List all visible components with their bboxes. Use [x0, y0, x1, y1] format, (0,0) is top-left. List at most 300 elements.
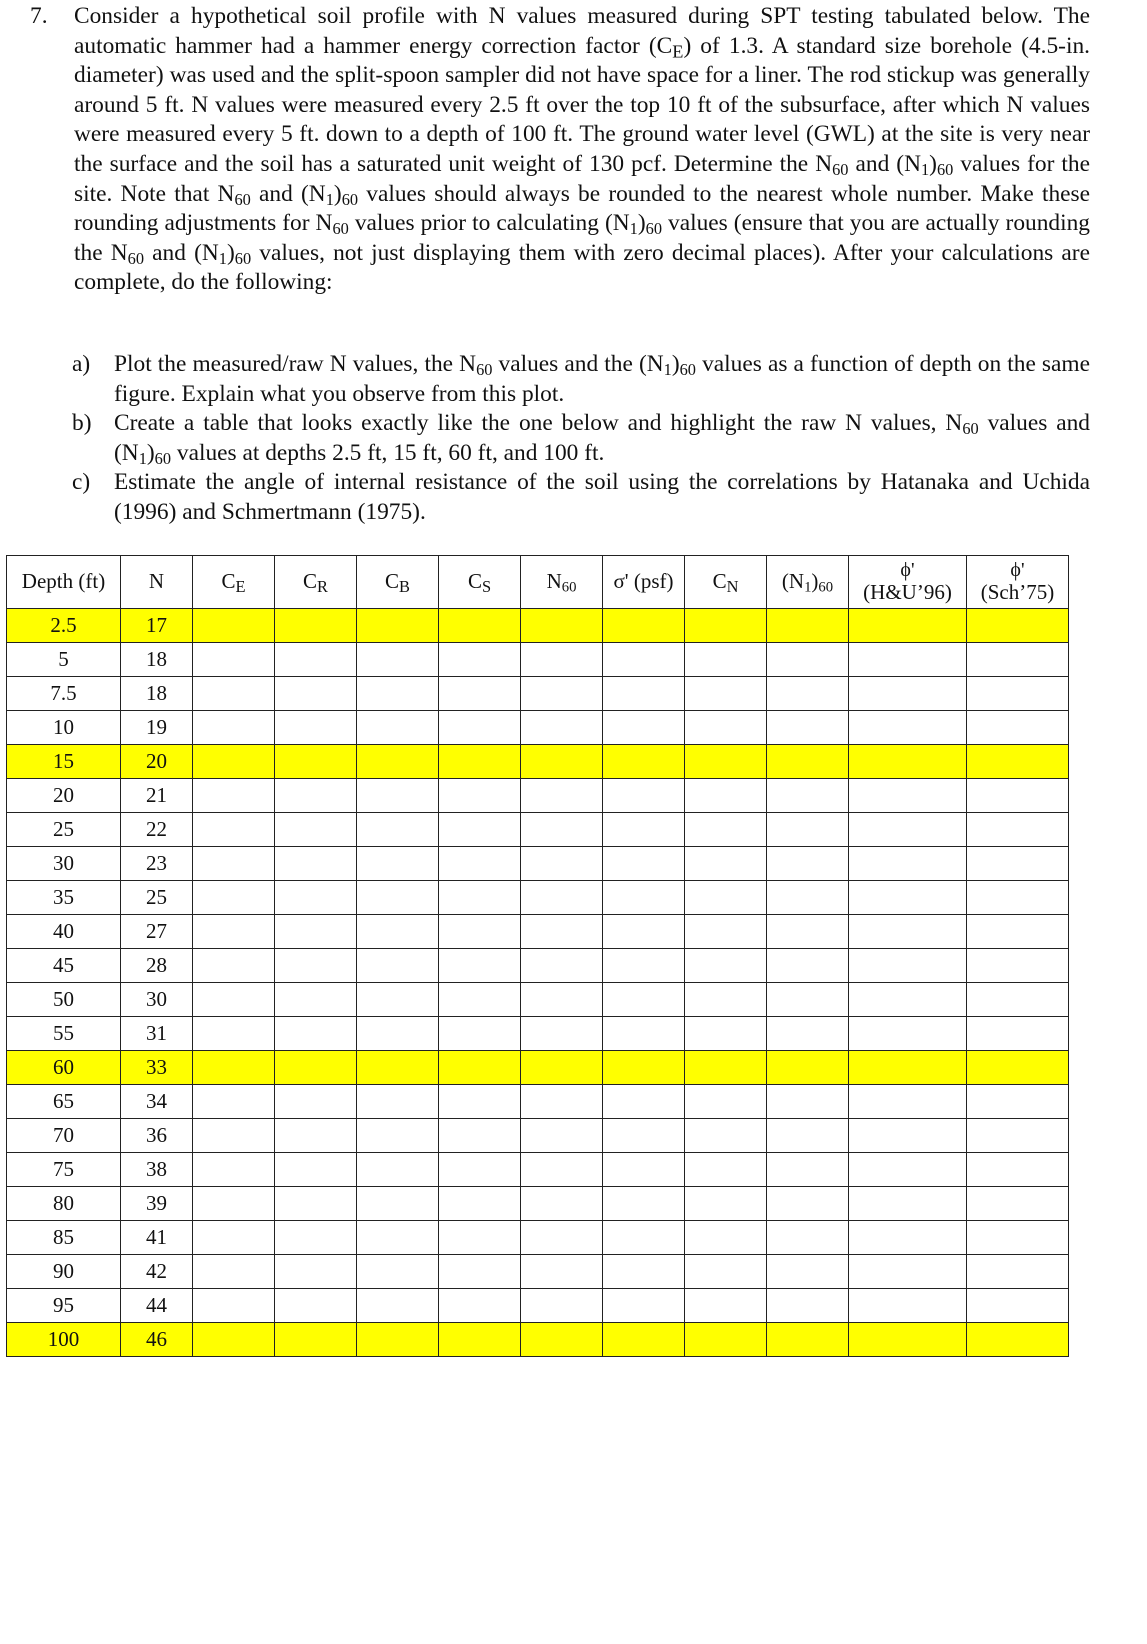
- part-a: [72, 350, 1090, 409]
- cell-empty: [275, 1221, 357, 1255]
- cell-empty: [685, 1153, 767, 1187]
- cell-empty: [767, 677, 849, 711]
- cell-n: 17: [121, 609, 193, 643]
- cell-n: 19: [121, 711, 193, 745]
- cell-empty: [849, 1289, 967, 1323]
- cell-n: 33: [121, 1051, 193, 1085]
- cell-empty: [521, 609, 603, 643]
- cell-empty: [767, 779, 849, 813]
- cell-empty: [767, 813, 849, 847]
- cell-empty: [357, 609, 439, 643]
- cell-empty: [275, 1153, 357, 1187]
- cell-empty: [439, 915, 521, 949]
- cell-empty: [193, 1017, 275, 1051]
- cell-empty: [767, 1221, 849, 1255]
- cell-empty: [521, 1085, 603, 1119]
- cell-empty: [967, 1221, 1069, 1255]
- cell-empty: [521, 847, 603, 881]
- cell-empty: [357, 983, 439, 1017]
- cell-empty: [603, 1221, 685, 1255]
- cell-empty: [193, 1221, 275, 1255]
- cell-n: 21: [121, 779, 193, 813]
- cell-n: 41: [121, 1221, 193, 1255]
- cell-empty: [439, 983, 521, 1017]
- cell-empty: [521, 1017, 603, 1051]
- table-row: [7, 1119, 1069, 1153]
- cell-empty: [967, 711, 1069, 745]
- cell-empty: [193, 1085, 275, 1119]
- cell-empty: [439, 1017, 521, 1051]
- cell-empty: [193, 779, 275, 813]
- cell-empty: [521, 1221, 603, 1255]
- cell-empty: [357, 1051, 439, 1085]
- part-b-label: b): [72, 410, 92, 437]
- cell-empty: [849, 609, 967, 643]
- table-body: [7, 609, 1069, 1357]
- cell-empty: [357, 1187, 439, 1221]
- cell-empty: [767, 745, 849, 779]
- cell-empty: [967, 983, 1069, 1017]
- cell-empty: [357, 1323, 439, 1357]
- cell-empty: [521, 711, 603, 745]
- cell-empty: [967, 1289, 1069, 1323]
- part-c: [72, 468, 1090, 527]
- cell-depth: 95: [7, 1289, 121, 1323]
- cell-empty: [685, 609, 767, 643]
- cell-depth: 20: [7, 779, 121, 813]
- cell-empty: [357, 813, 439, 847]
- cell-empty: [603, 1289, 685, 1323]
- header-n: N: [121, 556, 193, 609]
- cell-empty: [849, 643, 967, 677]
- cell-empty: [521, 1323, 603, 1357]
- cell-empty: [603, 813, 685, 847]
- cell-empty: [685, 1323, 767, 1357]
- cell-n: 27: [121, 915, 193, 949]
- cell-empty: [521, 745, 603, 779]
- cell-empty: [967, 1017, 1069, 1051]
- cell-empty: [193, 813, 275, 847]
- header-n160: $(N_1)_{60}$: [767, 556, 849, 609]
- cell-empty: [275, 881, 357, 915]
- header-depth: Depth (ft): [7, 556, 121, 609]
- cell-empty: [685, 779, 767, 813]
- cell-empty: [439, 1187, 521, 1221]
- cell-depth: 100: [7, 1323, 121, 1357]
- cell-empty: [439, 949, 521, 983]
- table-row: [7, 779, 1069, 813]
- cell-empty: [357, 1289, 439, 1323]
- cell-empty: [849, 1255, 967, 1289]
- cell-empty: [849, 1085, 967, 1119]
- table-row: [7, 745, 1069, 779]
- cell-empty: [357, 881, 439, 915]
- cell-empty: [193, 881, 275, 915]
- cell-empty: [439, 881, 521, 915]
- cell-empty: [439, 813, 521, 847]
- table-row: [7, 847, 1069, 881]
- cell-empty: [521, 881, 603, 915]
- cell-empty: [767, 915, 849, 949]
- cell-n: 23: [121, 847, 193, 881]
- cell-empty: [357, 745, 439, 779]
- cell-empty: [193, 983, 275, 1017]
- cell-empty: [439, 1119, 521, 1153]
- table-row: [7, 1323, 1069, 1357]
- cell-empty: [603, 1119, 685, 1153]
- cell-empty: [603, 915, 685, 949]
- header-sigma: σ' (psf): [603, 556, 685, 609]
- cell-empty: [521, 915, 603, 949]
- part-a-label: a): [72, 351, 91, 377]
- cell-empty: [439, 1153, 521, 1187]
- cell-empty: [521, 1051, 603, 1085]
- cell-empty: [193, 1153, 275, 1187]
- cell-n: 28: [121, 949, 193, 983]
- cell-empty: [193, 847, 275, 881]
- cell-empty: [767, 1119, 849, 1153]
- cell-n: 22: [121, 813, 193, 847]
- cell-empty: [521, 1153, 603, 1187]
- table-row: [7, 949, 1069, 983]
- cell-empty: [967, 813, 1069, 847]
- cell-empty: [193, 1323, 275, 1357]
- cell-empty: [193, 677, 275, 711]
- cell-empty: [275, 949, 357, 983]
- cell-empty: [685, 949, 767, 983]
- cell-n: 36: [121, 1119, 193, 1153]
- cell-empty: [967, 1051, 1069, 1085]
- cell-empty: [967, 1119, 1069, 1153]
- table-row: [7, 1255, 1069, 1289]
- cell-empty: [767, 1255, 849, 1289]
- cell-empty: [521, 779, 603, 813]
- phi-symbol-hu: ϕ': [900, 559, 915, 582]
- cell-n: 44: [121, 1289, 193, 1323]
- table-row: [7, 609, 1069, 643]
- cell-empty: [603, 1323, 685, 1357]
- cell-empty: [967, 915, 1069, 949]
- cell-empty: [275, 745, 357, 779]
- cell-empty: [193, 1187, 275, 1221]
- header-n60: $N_{60}$: [521, 556, 603, 609]
- cell-empty: [767, 1085, 849, 1119]
- table-row: [7, 1289, 1069, 1323]
- cell-empty: [967, 779, 1069, 813]
- cell-empty: [967, 1085, 1069, 1119]
- cell-n: 46: [121, 1323, 193, 1357]
- cell-empty: [521, 1289, 603, 1323]
- cell-empty: [767, 643, 849, 677]
- cell-empty: [357, 1017, 439, 1051]
- cell-empty: [193, 745, 275, 779]
- cell-empty: [603, 745, 685, 779]
- table-row: [7, 1085, 1069, 1119]
- table-row: [7, 643, 1069, 677]
- cell-empty: [767, 847, 849, 881]
- cell-empty: [967, 881, 1069, 915]
- cell-empty: [849, 779, 967, 813]
- cell-n: 25: [121, 881, 193, 915]
- cell-empty: [849, 949, 967, 983]
- cell-empty: [967, 677, 1069, 711]
- cell-empty: [439, 1323, 521, 1357]
- cell-empty: [439, 1221, 521, 1255]
- cell-empty: [767, 1017, 849, 1051]
- cell-empty: [685, 1085, 767, 1119]
- cell-empty: [767, 949, 849, 983]
- cell-depth: 10: [7, 711, 121, 745]
- cell-empty: [603, 1187, 685, 1221]
- cell-depth: 50: [7, 983, 121, 1017]
- cell-empty: [439, 677, 521, 711]
- cell-empty: [849, 1187, 967, 1221]
- cell-depth: 60: [7, 1051, 121, 1085]
- problem-text: Consider a hypothetical soil profile with N values measured during SPT testing tabulated below. The automatic hammer had a hammer energy correction factor $(C_E)$ of 1.3. A standard size borehole (4.5-in. diameter) was used and the split-spoon sampler did not have space for a liner. The rod stickup was generally around 5 ft. N values were measured every 2.5 ft over the top 10 ft of the subsurface, after which N values were measured every 5 ft. down to a depth of 100 ft. The ground water level (GWL) at the site is very near the surface and the soil has a saturated unit weight of 130 pcf. Determine the $N_{60}$ and $(N_1)_{60}$ values for the site. Note that $N_{60}$ and $(N_1)_{60}$ values should always be rounded to the nearest whole number. Make these rounding adjustments for $N_{60}$ values prior to calculating $(N_1)_{60}$ values (ensure that you are actually rounding the $N_{60}$ and $(N_1)_{60}$ values, not just displaying them with zero decimal places). After your calculations are complete, do the following:: [74, 3, 1091, 296]
- cell-empty: [967, 1153, 1069, 1187]
- cell-empty: [275, 779, 357, 813]
- cell-empty: [767, 881, 849, 915]
- table-row: [7, 915, 1069, 949]
- cell-depth: 80: [7, 1187, 121, 1221]
- cell-empty: [603, 1153, 685, 1187]
- cell-empty: [685, 1255, 767, 1289]
- cell-empty: [603, 1051, 685, 1085]
- cell-empty: [275, 915, 357, 949]
- cell-empty: [967, 949, 1069, 983]
- cell-empty: [685, 677, 767, 711]
- cell-empty: [849, 711, 967, 745]
- problem-statement: [30, 2, 1090, 298]
- cell-empty: [603, 1017, 685, 1051]
- cell-empty: [439, 847, 521, 881]
- cell-empty: [603, 1255, 685, 1289]
- cell-depth: 7.5: [7, 677, 121, 711]
- cell-empty: [685, 711, 767, 745]
- cell-empty: [849, 1119, 967, 1153]
- cell-empty: [357, 847, 439, 881]
- cell-empty: [967, 1187, 1069, 1221]
- cell-empty: [275, 1187, 357, 1221]
- cell-n: 18: [121, 643, 193, 677]
- cell-empty: [603, 881, 685, 915]
- cell-depth: 25: [7, 813, 121, 847]
- cell-empty: [849, 881, 967, 915]
- cell-empty: [685, 1289, 767, 1323]
- cell-empty: [193, 949, 275, 983]
- cell-empty: [521, 983, 603, 1017]
- table-row: [7, 881, 1069, 915]
- cell-empty: [357, 1119, 439, 1153]
- part-c-text: Estimate the angle of internal resistance of the soil using the correlations by Hatanaka and Uchida (1996) and Schmertmann (1975).: [114, 469, 1090, 525]
- cell-empty: [521, 1255, 603, 1289]
- cell-empty: [275, 1119, 357, 1153]
- cell-empty: [685, 813, 767, 847]
- cell-depth: 45: [7, 949, 121, 983]
- cell-empty: [767, 1289, 849, 1323]
- cell-empty: [439, 1085, 521, 1119]
- cell-empty: [767, 609, 849, 643]
- cell-empty: [685, 643, 767, 677]
- header-phi-sch: ϕ' (Sch’75): [967, 556, 1069, 609]
- cell-empty: [521, 1119, 603, 1153]
- cell-empty: [849, 983, 967, 1017]
- cell-empty: [275, 609, 357, 643]
- header-cb: $C_B$: [357, 556, 439, 609]
- cell-n: 39: [121, 1187, 193, 1221]
- cell-empty: [603, 1085, 685, 1119]
- cell-empty: [357, 915, 439, 949]
- table-row: [7, 1221, 1069, 1255]
- cell-empty: [685, 1017, 767, 1051]
- cell-empty: [275, 643, 357, 677]
- cell-empty: [521, 1187, 603, 1221]
- cell-empty: [193, 1119, 275, 1153]
- cell-empty: [603, 711, 685, 745]
- cell-empty: [603, 847, 685, 881]
- cell-depth: 90: [7, 1255, 121, 1289]
- cell-empty: [849, 745, 967, 779]
- cell-empty: [767, 711, 849, 745]
- cell-empty: [767, 1323, 849, 1357]
- header-cr: $C_R$: [275, 556, 357, 609]
- part-c-label: c): [72, 469, 91, 496]
- cell-empty: [967, 609, 1069, 643]
- cell-empty: [685, 1051, 767, 1085]
- cell-empty: [357, 643, 439, 677]
- cell-empty: [967, 1255, 1069, 1289]
- cell-empty: [685, 1221, 767, 1255]
- cell-empty: [603, 949, 685, 983]
- cell-empty: [275, 1085, 357, 1119]
- table-row: [7, 677, 1069, 711]
- cell-empty: [685, 983, 767, 1017]
- table-row: [7, 711, 1069, 745]
- table-row: [7, 813, 1069, 847]
- cell-depth: 15: [7, 745, 121, 779]
- cell-depth: 75: [7, 1153, 121, 1187]
- cell-empty: [439, 779, 521, 813]
- cell-empty: [685, 881, 767, 915]
- cell-empty: [521, 813, 603, 847]
- cell-empty: [357, 1221, 439, 1255]
- cell-empty: [849, 1153, 967, 1187]
- part-b-text: Create a table that looks exactly like the one below and highlight the raw N values, $N_{60}$ values and $(N_1)_{60}$ values at depths 2.5 ft, 15 ft, 60 ft, and 100 ft.: [114, 410, 1090, 468]
- cell-depth: 5: [7, 643, 121, 677]
- cell-empty: [275, 1289, 357, 1323]
- cell-empty: [767, 1187, 849, 1221]
- cell-depth: 65: [7, 1085, 121, 1119]
- table-row: [7, 983, 1069, 1017]
- cell-empty: [193, 643, 275, 677]
- cell-empty: [357, 1153, 439, 1187]
- cell-empty: [193, 1289, 275, 1323]
- cell-n: 18: [121, 677, 193, 711]
- table-row: [7, 1017, 1069, 1051]
- cell-empty: [685, 847, 767, 881]
- cell-depth: 70: [7, 1119, 121, 1153]
- header-phi-hu: ϕ' (H&U’96): [849, 556, 967, 609]
- cell-empty: [967, 643, 1069, 677]
- cell-empty: [275, 711, 357, 745]
- cell-depth: 55: [7, 1017, 121, 1051]
- cell-depth: 85: [7, 1221, 121, 1255]
- part-a-text: Plot the measured/raw N values, the $N_{60}$ values and the $(N_1)_{60}$ values as a function of depth on the same figure. Explain what you observe from this plot.: [114, 351, 1090, 407]
- cell-empty: [603, 609, 685, 643]
- cell-empty: [275, 847, 357, 881]
- cell-n: 20: [121, 745, 193, 779]
- header-cs: $C_S$: [439, 556, 521, 609]
- part-b: [72, 409, 1090, 468]
- cell-empty: [193, 609, 275, 643]
- cell-empty: [849, 813, 967, 847]
- cell-empty: [439, 745, 521, 779]
- cell-empty: [357, 949, 439, 983]
- cell-depth: 30: [7, 847, 121, 881]
- cell-empty: [193, 1255, 275, 1289]
- cell-empty: [357, 711, 439, 745]
- cell-n: 38: [121, 1153, 193, 1187]
- cell-empty: [849, 677, 967, 711]
- cell-empty: [849, 1017, 967, 1051]
- table-row: [7, 1153, 1069, 1187]
- cell-empty: [967, 1323, 1069, 1357]
- cell-empty: [357, 1255, 439, 1289]
- cell-empty: [849, 1221, 967, 1255]
- cell-empty: [521, 643, 603, 677]
- cell-empty: [439, 643, 521, 677]
- cell-empty: [439, 609, 521, 643]
- cell-empty: [603, 677, 685, 711]
- cell-depth: 35: [7, 881, 121, 915]
- cell-empty: [967, 847, 1069, 881]
- cell-empty: [439, 711, 521, 745]
- cell-empty: [603, 643, 685, 677]
- cell-empty: [275, 677, 357, 711]
- cell-empty: [849, 1051, 967, 1085]
- cell-empty: [685, 745, 767, 779]
- cell-n: 34: [121, 1085, 193, 1119]
- cell-n: 42: [121, 1255, 193, 1289]
- table-header-row: [7, 556, 1069, 609]
- cell-n: 31: [121, 1017, 193, 1051]
- cell-empty: [193, 915, 275, 949]
- question-parts: [72, 350, 1090, 528]
- cell-empty: [439, 1051, 521, 1085]
- phi-symbol-sch: ϕ': [1010, 559, 1025, 582]
- cell-empty: [685, 915, 767, 949]
- cell-empty: [685, 1187, 767, 1221]
- cell-empty: [967, 745, 1069, 779]
- cell-depth: 40: [7, 915, 121, 949]
- problem-number: 7.: [30, 3, 48, 29]
- cell-empty: [603, 779, 685, 813]
- cell-empty: [275, 983, 357, 1017]
- header-ce: $C_E$: [193, 556, 275, 609]
- cell-empty: [357, 677, 439, 711]
- cell-empty: [685, 1119, 767, 1153]
- cell-empty: [193, 1051, 275, 1085]
- cell-empty: [767, 1051, 849, 1085]
- cell-empty: [275, 813, 357, 847]
- cell-empty: [275, 1323, 357, 1357]
- cell-empty: [275, 1051, 357, 1085]
- header-cn: $C_N$: [685, 556, 767, 609]
- cell-empty: [439, 1255, 521, 1289]
- cell-empty: [193, 711, 275, 745]
- cell-empty: [849, 847, 967, 881]
- cell-empty: [767, 983, 849, 1017]
